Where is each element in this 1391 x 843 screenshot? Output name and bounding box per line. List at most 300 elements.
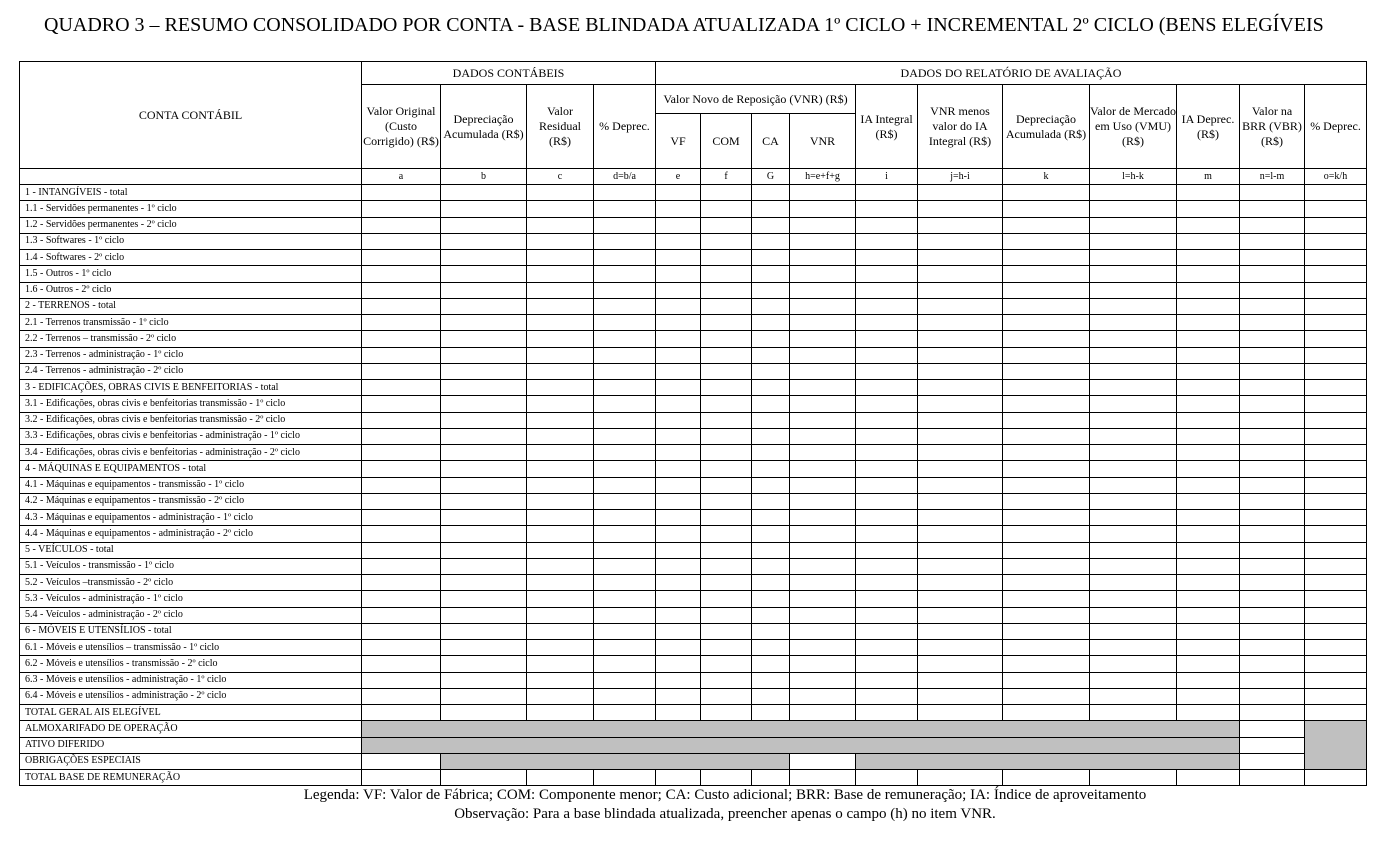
data-cell <box>594 380 656 396</box>
ca-header: CA <box>752 114 790 169</box>
table-row <box>20 558 1367 574</box>
row-label: 4.1 - Máquinas e equipamentos - transmissão - 1º ciclo <box>20 477 362 493</box>
data-cell <box>362 672 441 688</box>
data-cell <box>527 591 594 607</box>
formula-cell: f <box>701 169 752 185</box>
data-cell <box>790 753 856 769</box>
data-cell <box>362 445 441 461</box>
data-cell <box>1090 282 1177 298</box>
data-cell <box>790 607 856 623</box>
data-cell <box>1090 526 1177 542</box>
formula-cell: c <box>527 169 594 185</box>
data-cell <box>527 770 594 786</box>
data-cell <box>441 266 527 282</box>
data-cell <box>441 412 527 428</box>
data-cell <box>362 510 441 526</box>
data-cell <box>362 331 441 347</box>
data-cell <box>1003 510 1090 526</box>
data-cell <box>790 542 856 558</box>
data-cell <box>752 282 790 298</box>
data-cell <box>441 315 527 331</box>
data-cell <box>1003 591 1090 607</box>
data-cell <box>918 217 1003 233</box>
data-cell <box>1305 672 1367 688</box>
data-cell <box>856 705 918 721</box>
data-cell <box>752 266 790 282</box>
data-cell <box>441 185 527 201</box>
data-cell <box>362 347 441 363</box>
data-cell <box>790 428 856 444</box>
data-cell <box>790 266 856 282</box>
data-cell <box>1003 688 1090 704</box>
data-cell <box>918 656 1003 672</box>
data-cell <box>918 380 1003 396</box>
data-cell <box>1305 493 1367 509</box>
data-cell <box>1240 770 1305 786</box>
grey-block <box>856 753 1240 769</box>
data-cell <box>656 526 701 542</box>
data-cell <box>1177 298 1240 314</box>
data-cell <box>918 607 1003 623</box>
data-cell <box>918 461 1003 477</box>
data-cell <box>1090 770 1177 786</box>
data-cell <box>1240 623 1305 639</box>
formula-cell: l=h-k <box>1090 169 1177 185</box>
data-cell <box>1305 607 1367 623</box>
data-cell <box>856 575 918 591</box>
data-cell <box>441 575 527 591</box>
data-cell <box>701 445 752 461</box>
data-cell <box>918 347 1003 363</box>
data-cell <box>1177 477 1240 493</box>
data-cell <box>918 558 1003 574</box>
data-cell <box>856 558 918 574</box>
formula-cell: j=h-i <box>918 169 1003 185</box>
table-row <box>20 510 1367 526</box>
table-row <box>20 705 1367 721</box>
data-cell <box>790 185 856 201</box>
data-cell <box>1177 558 1240 574</box>
data-cell <box>790 331 856 347</box>
row-label: 6.2 - Móveis e utensílios - transmissão - 2º ciclo <box>20 656 362 672</box>
data-cell <box>790 347 856 363</box>
data-cell <box>752 185 790 201</box>
data-cell <box>856 347 918 363</box>
formula-cell: k <box>1003 169 1090 185</box>
data-cell <box>527 380 594 396</box>
data-cell <box>856 493 918 509</box>
data-cell <box>1177 510 1240 526</box>
data-cell <box>441 380 527 396</box>
data-cell <box>1305 640 1367 656</box>
dados-contabeis-header: DADOS CONTÁBEIS <box>362 62 656 85</box>
data-cell <box>918 640 1003 656</box>
data-cell <box>1305 575 1367 591</box>
data-cell <box>441 672 527 688</box>
data-cell <box>527 688 594 704</box>
vbr-header: Valor na BRR (VBR) (R$) <box>1240 85 1305 169</box>
formula-cell: m <box>1177 169 1240 185</box>
data-cell <box>594 640 656 656</box>
data-cell <box>362 770 441 786</box>
data-cell <box>1240 347 1305 363</box>
data-cell <box>856 217 918 233</box>
data-cell <box>1177 185 1240 201</box>
data-cell <box>441 250 527 266</box>
data-cell <box>441 542 527 558</box>
formula-cell: o=k/h <box>1305 169 1367 185</box>
data-cell <box>752 672 790 688</box>
data-cell <box>1177 705 1240 721</box>
data-cell <box>790 233 856 249</box>
data-cell <box>1240 737 1305 753</box>
row-label: ALMOXARIFADO DE OPERAÇÃO <box>20 721 362 737</box>
data-cell <box>1090 217 1177 233</box>
data-cell <box>527 331 594 347</box>
data-cell <box>790 623 856 639</box>
data-cell <box>1240 640 1305 656</box>
data-cell <box>362 656 441 672</box>
data-cell <box>594 412 656 428</box>
data-cell <box>856 526 918 542</box>
data-cell <box>594 331 656 347</box>
data-cell <box>752 363 790 379</box>
data-cell <box>1177 640 1240 656</box>
data-cell <box>527 266 594 282</box>
data-cell <box>1240 526 1305 542</box>
data-cell <box>527 217 594 233</box>
summary-table <box>19 61 1367 786</box>
data-cell <box>594 623 656 639</box>
row-label: 3.1 - Edificações, obras civis e benfeitorias transmissão - 1º ciclo <box>20 396 362 412</box>
data-cell <box>918 363 1003 379</box>
data-cell <box>1177 607 1240 623</box>
data-cell <box>701 315 752 331</box>
data-cell <box>790 201 856 217</box>
data-cell <box>1305 705 1367 721</box>
data-cell <box>790 217 856 233</box>
data-cell <box>594 282 656 298</box>
row-label: 6.3 - Móveis e utensílios - administração - 1º ciclo <box>20 672 362 688</box>
data-cell <box>856 331 918 347</box>
data-cell <box>1177 493 1240 509</box>
data-cell <box>1177 266 1240 282</box>
data-cell <box>1003 656 1090 672</box>
data-cell <box>1305 201 1367 217</box>
data-cell <box>752 688 790 704</box>
row-label: 1.3 - Softwares - 1º ciclo <box>20 233 362 249</box>
vnr-group-header: Valor Novo de Reposição (VNR) (R$) <box>656 85 856 114</box>
data-cell <box>1240 688 1305 704</box>
data-cell <box>701 412 752 428</box>
formula-cell: h=e+f+g <box>790 169 856 185</box>
data-cell <box>918 396 1003 412</box>
data-cell <box>594 233 656 249</box>
data-cell <box>1240 428 1305 444</box>
data-cell <box>701 493 752 509</box>
data-cell <box>1090 347 1177 363</box>
data-cell <box>752 575 790 591</box>
data-cell <box>441 331 527 347</box>
data-cell <box>1090 266 1177 282</box>
data-cell <box>656 445 701 461</box>
table-row <box>20 445 1367 461</box>
data-cell <box>1240 461 1305 477</box>
data-cell <box>790 315 856 331</box>
data-cell <box>790 282 856 298</box>
data-cell <box>362 640 441 656</box>
data-cell <box>1003 705 1090 721</box>
data-cell <box>1090 493 1177 509</box>
total-base-row <box>20 770 1367 786</box>
data-cell <box>1305 510 1367 526</box>
data-cell <box>790 656 856 672</box>
data-cell <box>362 298 441 314</box>
data-cell <box>362 575 441 591</box>
data-cell <box>752 640 790 656</box>
data-cell <box>1090 575 1177 591</box>
data-cell <box>856 770 918 786</box>
data-cell <box>790 510 856 526</box>
data-cell <box>594 770 656 786</box>
data-cell <box>527 396 594 412</box>
row-label: TOTAL GERAL AIS ELEGÍVEL <box>20 705 362 721</box>
data-cell <box>1305 461 1367 477</box>
data-cell <box>752 315 790 331</box>
data-cell <box>656 770 701 786</box>
data-cell <box>790 250 856 266</box>
data-cell <box>656 412 701 428</box>
data-cell <box>856 445 918 461</box>
data-cell <box>441 526 527 542</box>
data-cell <box>362 688 441 704</box>
data-cell <box>362 396 441 412</box>
data-cell <box>1003 461 1090 477</box>
data-cell <box>752 493 790 509</box>
data-cell <box>594 688 656 704</box>
table-row <box>20 640 1367 656</box>
data-cell <box>752 705 790 721</box>
data-cell <box>701 591 752 607</box>
data-cell <box>656 315 701 331</box>
data-cell <box>701 185 752 201</box>
data-cell <box>441 607 527 623</box>
data-cell <box>790 591 856 607</box>
ia-integral-header: IA Integral (R$) <box>856 85 918 169</box>
table-row <box>20 623 1367 639</box>
data-cell <box>856 412 918 428</box>
data-cell <box>752 250 790 266</box>
table-row <box>20 688 1367 704</box>
data-cell <box>1240 575 1305 591</box>
data-cell <box>441 477 527 493</box>
data-cell <box>1305 558 1367 574</box>
row-label: 5 - VEÍCULOS - total <box>20 542 362 558</box>
data-cell <box>918 493 1003 509</box>
data-cell <box>856 461 918 477</box>
data-cell <box>656 347 701 363</box>
row-label: 6.1 - Móveis e utensílios – transmissão - 1º ciclo <box>20 640 362 656</box>
data-cell <box>918 201 1003 217</box>
data-cell <box>1003 575 1090 591</box>
data-cell <box>1240 607 1305 623</box>
data-cell <box>752 428 790 444</box>
data-cell <box>1177 770 1240 786</box>
data-cell <box>1090 363 1177 379</box>
data-cell <box>918 298 1003 314</box>
data-cell <box>1003 770 1090 786</box>
data-cell <box>1177 623 1240 639</box>
row-label: ATIVO DIFERIDO <box>20 737 362 753</box>
data-cell <box>752 380 790 396</box>
data-cell <box>594 591 656 607</box>
data-cell <box>1003 282 1090 298</box>
data-cell <box>1003 493 1090 509</box>
data-cell <box>856 201 918 217</box>
table-row <box>20 347 1367 363</box>
data-cell <box>362 623 441 639</box>
table-row <box>20 315 1367 331</box>
data-cell <box>1177 363 1240 379</box>
data-cell <box>1177 542 1240 558</box>
data-cell <box>656 705 701 721</box>
data-cell <box>527 201 594 217</box>
data-cell <box>856 672 918 688</box>
data-cell <box>856 363 918 379</box>
data-cell <box>362 558 441 574</box>
data-cell <box>527 363 594 379</box>
data-cell <box>1240 672 1305 688</box>
data-cell <box>918 445 1003 461</box>
data-cell <box>701 282 752 298</box>
data-cell <box>701 558 752 574</box>
vmu-header: Valor de Mercado em Uso (VMU) (R$) <box>1090 85 1177 169</box>
data-cell <box>752 331 790 347</box>
data-cell <box>856 428 918 444</box>
data-cell <box>527 282 594 298</box>
data-cell <box>856 298 918 314</box>
legend-text: Legenda: VF: Valor de Fábrica; COM: Componente menor; CA: Custo adicional; BRR: Base de remuneração; IA: Índice de aproveitamento <box>303 787 1147 803</box>
data-cell <box>1003 607 1090 623</box>
data-cell <box>1240 721 1305 737</box>
data-cell <box>362 477 441 493</box>
data-cell <box>362 266 441 282</box>
data-cell <box>1240 477 1305 493</box>
data-cell <box>1090 315 1177 331</box>
data-cell <box>918 526 1003 542</box>
data-cell <box>701 201 752 217</box>
data-cell <box>1177 688 1240 704</box>
data-cell <box>1305 477 1367 493</box>
data-cell <box>701 347 752 363</box>
grey-block <box>362 721 1240 737</box>
data-cell <box>1177 331 1240 347</box>
data-cell <box>594 363 656 379</box>
data-cell <box>701 688 752 704</box>
data-cell <box>1090 591 1177 607</box>
table-row <box>20 672 1367 688</box>
data-cell <box>918 185 1003 201</box>
data-cell <box>1003 250 1090 266</box>
data-cell <box>594 250 656 266</box>
data-cell <box>441 428 527 444</box>
data-cell <box>656 688 701 704</box>
table-row <box>20 298 1367 314</box>
data-cell <box>1177 250 1240 266</box>
table-row <box>20 656 1367 672</box>
table-row <box>20 363 1367 379</box>
table-row <box>20 282 1367 298</box>
data-cell <box>441 201 527 217</box>
data-cell <box>1090 380 1177 396</box>
data-cell <box>594 461 656 477</box>
data-cell <box>790 575 856 591</box>
data-cell <box>1305 347 1367 363</box>
data-cell <box>594 201 656 217</box>
data-cell <box>752 526 790 542</box>
data-cell <box>701 656 752 672</box>
data-cell <box>1003 363 1090 379</box>
table-row <box>20 185 1367 201</box>
data-cell <box>856 185 918 201</box>
data-cell <box>1003 201 1090 217</box>
data-cell <box>1090 185 1177 201</box>
data-cell <box>918 688 1003 704</box>
data-cell <box>856 250 918 266</box>
row-label: 5.4 - Veículos - administração - 2º ciclo <box>20 607 362 623</box>
data-cell <box>856 477 918 493</box>
data-cell <box>1177 656 1240 672</box>
formula-cell: a <box>362 169 441 185</box>
data-cell <box>1003 623 1090 639</box>
data-cell <box>594 672 656 688</box>
data-cell <box>1090 542 1177 558</box>
table-row <box>20 461 1367 477</box>
row-label: 5.2 - Veículos –transmissão - 2º ciclo <box>20 575 362 591</box>
data-cell <box>856 688 918 704</box>
data-cell <box>701 250 752 266</box>
row-label: 6 - MÓVEIS E UTENSÍLIOS - total <box>20 623 362 639</box>
data-cell <box>701 298 752 314</box>
data-cell <box>656 558 701 574</box>
data-cell <box>656 282 701 298</box>
data-cell <box>527 185 594 201</box>
data-cell <box>594 493 656 509</box>
data-cell <box>918 412 1003 428</box>
data-cell <box>1090 233 1177 249</box>
data-cell <box>752 396 790 412</box>
obrigacoes-row <box>20 753 1367 769</box>
data-cell <box>856 315 918 331</box>
formula-cell: n=l-m <box>1240 169 1305 185</box>
data-cell <box>790 688 856 704</box>
data-cell <box>1240 331 1305 347</box>
grey-block <box>1305 721 1367 770</box>
data-cell <box>527 607 594 623</box>
page-title: QUADRO 3 – RESUMO CONSOLIDADO POR CONTA - BASE BLINDADA ATUALIZADA 1º CICLO + INCREMENTAL 2º CICLO (BENS ELEGÍVEIS <box>44 14 1324 36</box>
data-cell <box>790 412 856 428</box>
data-cell <box>1177 217 1240 233</box>
data-cell <box>701 428 752 444</box>
data-cell <box>594 445 656 461</box>
data-cell <box>1003 331 1090 347</box>
data-cell <box>701 770 752 786</box>
data-cell <box>362 461 441 477</box>
row-label: 6.4 - Móveis e utensílios - administração - 2º ciclo <box>20 688 362 704</box>
pct-deprec-header: % Deprec. <box>594 85 656 169</box>
data-cell <box>701 705 752 721</box>
data-cell <box>701 380 752 396</box>
